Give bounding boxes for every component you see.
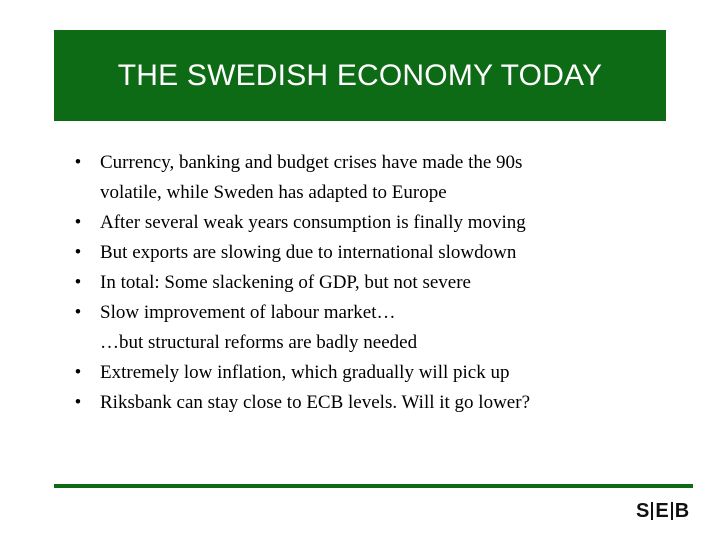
logo-letter: E [655, 499, 669, 522]
bullet-marker: • [74, 362, 82, 383]
bullet-item [72, 208, 702, 238]
bullet-marker: • [74, 152, 82, 173]
bullet-item [72, 268, 702, 298]
logo-letter: B [674, 499, 690, 522]
bullet-marker: • [74, 272, 82, 293]
logo-divider [651, 502, 653, 520]
bullet-text: …but structural reforms are badly needed [100, 332, 418, 353]
bullet-item [72, 298, 702, 358]
logo-divider [671, 502, 673, 520]
bullet-text: volatile, while Sweden has adapted to Europe [100, 182, 447, 203]
bullet-item [72, 388, 702, 418]
bullet-marker: • [74, 212, 82, 233]
bullet-text: Extremely low inflation, which gradually will pick up [100, 362, 510, 383]
title-banner [54, 30, 666, 121]
bullet-text: Slow improvement of labour market… [100, 302, 396, 323]
bullet-text: But exports are slowing due to international slowdown [100, 242, 517, 263]
bullet-text: Riksbank can stay close to ECB levels. Will it go lower? [100, 392, 531, 413]
bullet-item [72, 148, 702, 208]
slide-title: THE SWEDISH ECONOMY TODAY [117, 58, 603, 92]
bullet-text: After several weak years consumption is finally moving [100, 212, 526, 233]
bullet-marker: • [74, 242, 82, 263]
bullet-marker: • [74, 302, 82, 323]
bullet-item [72, 358, 702, 388]
logo-letter: S [636, 499, 650, 522]
bullet-marker: • [74, 392, 82, 413]
bullet-text: In total: Some slackening of GDP, but not severe [100, 272, 471, 293]
seb-logo [636, 500, 689, 522]
bullet-text: Currency, banking and budget crises have made the 90s [100, 152, 523, 173]
bullet-item [72, 238, 702, 268]
footer-divider [54, 484, 693, 488]
bullet-list [72, 148, 702, 418]
